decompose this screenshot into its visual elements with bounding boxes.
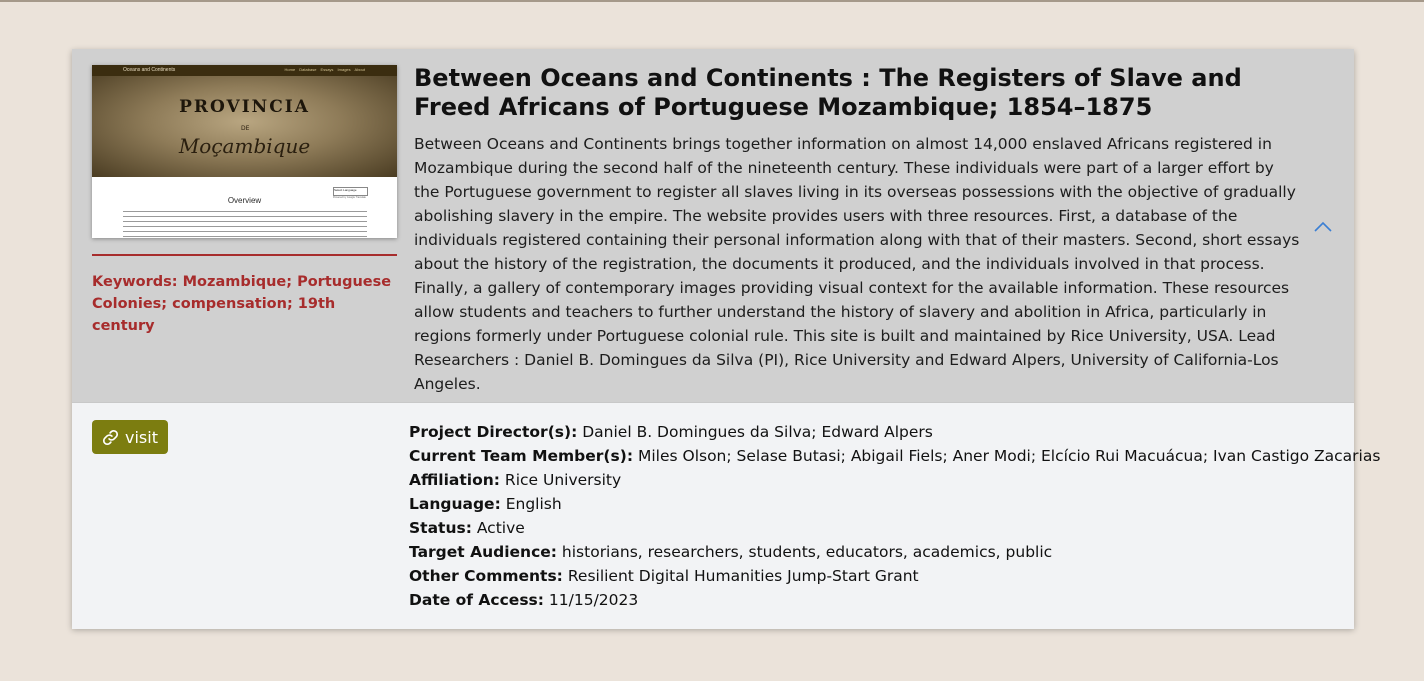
meta-label: Status:: [409, 519, 472, 537]
meta-value: Daniel B. Domingues da Silva; Edward Alpers: [582, 423, 933, 441]
thumbnail-text-line: [123, 231, 367, 232]
project-summary: [72, 49, 1354, 402]
project-description: Between Oceans and Continents brings together information on almost 14,000 enslaved Africans registered in Mozambique during the second half of the nineteenth century. These individuals were part of a larger effort by the Portuguese government to register all slaves living in its overseas possessions with the objective of gradually abolishing slavery in the empire. The website provides users with three resources. First, a database of the individuals registered containing their personal information along with that of their masters. Second, short essays about the history of the registration, the documents it produced, and the individuals involved in that process. Finally, a gallery of contemporary images providing visual context for the available information. These resources allow students and teachers to further understand the history of slavery and abolition in Africa, particularly in regions formerly under Portuguese colonial rule. This site is built and maintained by Rice University, USA. Lead Researchers : Daniel B. Domingues da Silva (PI), Rice University and Edward Alpers, University of California-Los Angeles.: [414, 135, 1300, 393]
meta-value: Active: [476, 519, 525, 537]
thumbnail-hero-image: [92, 76, 397, 177]
meta-label: Language:: [409, 495, 501, 513]
meta-label: Project Director(s):: [409, 423, 578, 441]
meta-row-comments: [409, 564, 1339, 588]
visit-button-label: visit: [125, 427, 158, 447]
meta-row-team: [409, 444, 1381, 468]
meta-value: historians, researchers, students, educators, academics, public: [561, 543, 1053, 561]
meta-label: Affiliation:: [409, 471, 500, 489]
meta-label: Other Comments:: [409, 567, 563, 585]
thumbnail-nav-links: Home Database Essays Images About: [284, 67, 365, 72]
meta-label: Target Audience:: [409, 543, 557, 561]
thumbnail-text-line: [123, 211, 367, 212]
project-title: Between Oceans and Continents : The Registers of Slave and Freed Africans of Portuguese Mozambique; 1854–1875: [414, 64, 1242, 121]
meta-row-date-access: [409, 588, 1339, 612]
site-thumbnail[interactable]: [92, 65, 397, 238]
thumbnail-text-line: [123, 236, 367, 237]
thumbnail-hero-sep: DE: [241, 125, 250, 132]
keywords: Keywords: Mozambique; Portuguese Colonies; compensation; 19th century: [92, 274, 392, 334]
meta-label: Date of Access:: [409, 591, 544, 609]
thumbnail-body: [92, 177, 397, 238]
project-details: [72, 402, 1381, 629]
top-divider: [0, 0, 1424, 2]
keywords-divider: [92, 254, 397, 256]
project-metadata: [409, 420, 1381, 612]
meta-value: Resilient Digital Humanities Jump-Start Grant: [567, 567, 919, 585]
meta-value: Rice University: [504, 471, 622, 489]
meta-value: Miles Olson; Selase Butasi; Abigail Fiels; Aner Modi; Elcício Rui Macuácua; Ivan Castigo Zacarias: [637, 447, 1381, 465]
meta-row-audience: [409, 540, 1339, 564]
meta-row-status: [409, 516, 1339, 540]
thumbnail-hero-title: PROVINCIA: [179, 97, 310, 117]
meta-value: 11/15/2023: [548, 591, 639, 609]
thumbnail-text-line: [123, 221, 367, 222]
thumbnail-site-name: Oceans and Continents: [123, 67, 176, 73]
thumbnail-text-line: [123, 226, 367, 227]
thumbnail-language-select: Select Language: [333, 187, 368, 196]
thumbnail-text-line: [123, 216, 367, 217]
meta-row-directors: [409, 420, 1339, 444]
thumbnail-navbar: [92, 65, 397, 76]
thumbnail-overview-heading: Overview: [227, 196, 262, 205]
thumbnail-hero-script: Moçambique: [178, 134, 311, 158]
link-icon: [102, 429, 119, 446]
meta-label: Current Team Member(s):: [409, 447, 634, 465]
meta-row-affiliation: [409, 468, 1339, 492]
visit-button[interactable]: [92, 420, 168, 454]
meta-value: English: [505, 495, 562, 513]
thumbnail-powered-by: Powered by Google Translate: [333, 196, 366, 199]
project-card: [72, 49, 1381, 628]
chevron-up-icon[interactable]: [1312, 217, 1334, 239]
meta-row-language: [409, 492, 1339, 516]
